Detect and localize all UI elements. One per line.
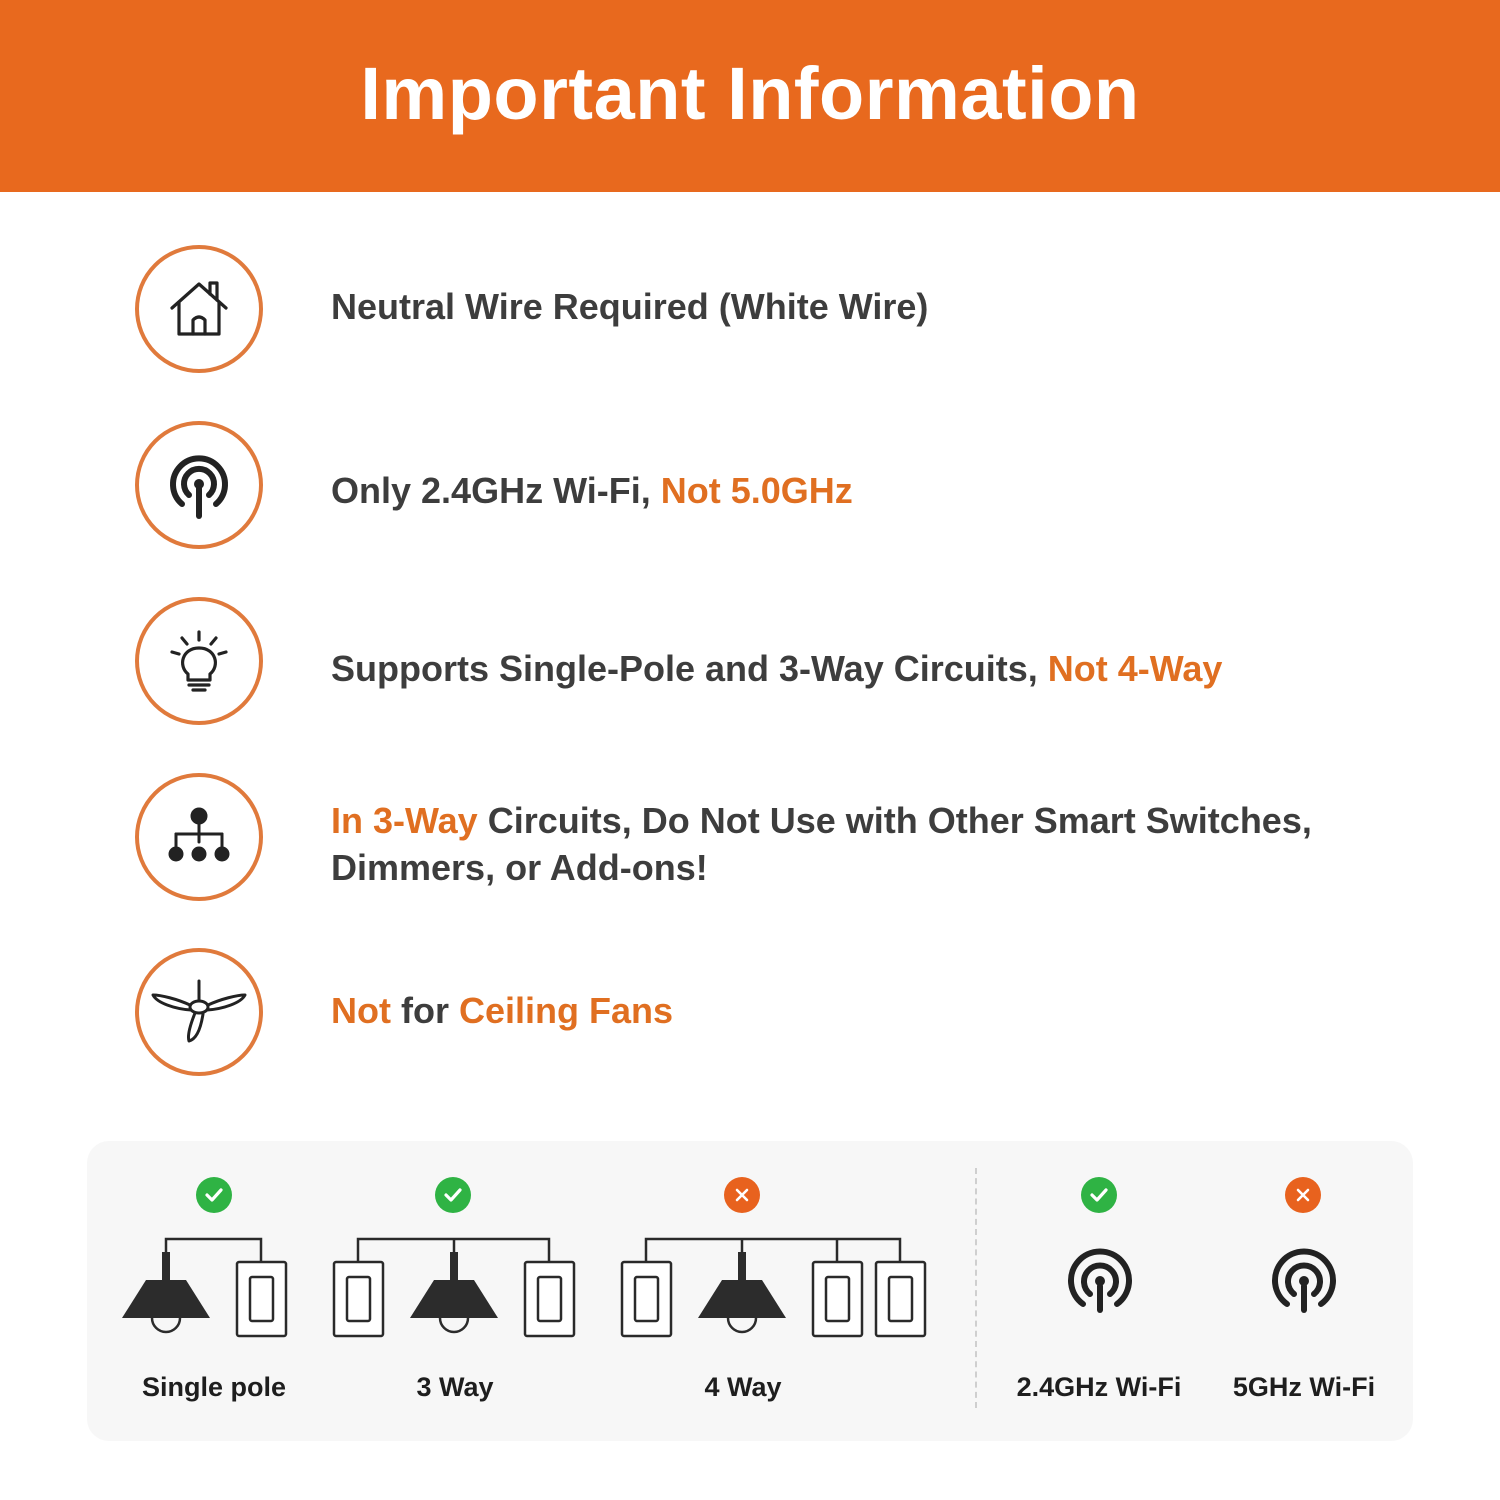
info-text-highlight: Ceiling Fans: [458, 990, 674, 1031]
wifi-signal-icon: [1071, 1252, 1129, 1310]
switch-icon: [334, 1262, 383, 1336]
label-single-pole: Single pole: [141, 1372, 287, 1402]
info-text-highlight: Not 4-Way: [1047, 648, 1223, 689]
switch-icon: [813, 1262, 862, 1336]
info-text-segment: Supports Single-Pole and 3-Way Circuits,: [331, 648, 1048, 689]
info-text-segment: Only 2.4GHz Wi-Fi,: [331, 470, 661, 511]
info-text-line-2: Dimmers, or Add-ons!: [331, 847, 708, 888]
label-wifi-24ghz: 2.4GHz Wi-Fi: [1016, 1372, 1182, 1402]
info-text-segment: Neutral Wire Required (White Wire): [331, 286, 929, 327]
info-text-segment: for: [390, 990, 459, 1031]
info-text-segment: Circuits, Do Not Use with Other Smart Switches,: [477, 800, 1312, 841]
info-text-highlight: Not 5.0GHz: [660, 470, 853, 511]
label-wifi-5ghz: 5GHz Wi-Fi: [1232, 1372, 1376, 1402]
wifi-signal-icon: [1275, 1252, 1333, 1310]
lamp-icon: [410, 1252, 498, 1332]
info-text-highlight: In 3-Way: [331, 800, 478, 841]
switch-icon: [525, 1262, 574, 1336]
switch-icon: [237, 1262, 286, 1336]
label-three-way: 3 Way: [416, 1372, 494, 1402]
info-text-highlight: Not: [331, 990, 391, 1031]
switch-icon: [876, 1262, 925, 1336]
switch-icon: [622, 1262, 671, 1336]
page-title: Important Information: [360, 51, 1140, 135]
label-four-way: 4 Way: [704, 1372, 782, 1402]
lamp-icon: [698, 1252, 786, 1332]
lamp-icon: [122, 1252, 210, 1332]
